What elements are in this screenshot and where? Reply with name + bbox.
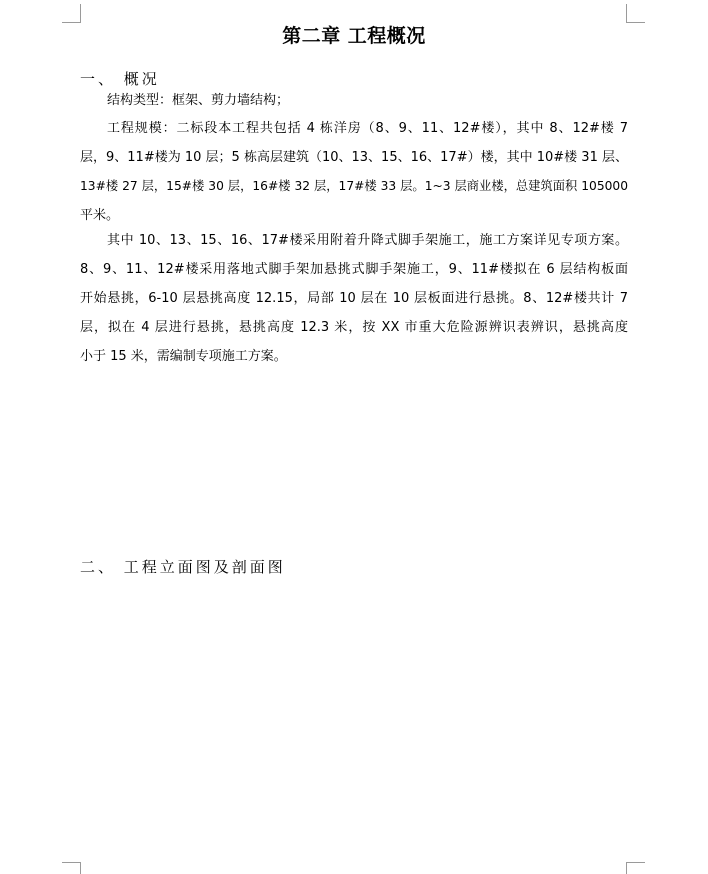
paragraph-line: 其中 10、13、15、16、17#楼采用附着升降式脚手架施工，施工方案详见专项方案。 (107, 233, 628, 248)
paragraph-line: 工程规模：二标段本工程共包括 4 栋洋房（8、9、11、12#楼），其中 8、12#楼 7 (107, 121, 628, 136)
page-corner-mark-bottom-right (626, 862, 645, 874)
paragraph-line: 平米。 (80, 208, 120, 223)
paragraph-line: 开始悬挑，6-10 层悬挑高度 12.15，局部 10 层在 10 层板面进行悬挑。8、12#楼共计 7 (80, 291, 628, 306)
paragraph-line: 8、9、11、12#楼采用落地式脚手架加悬挑式脚手架施工，9、11#楼拟在 6 层结构板面 (80, 262, 628, 277)
page-corner-mark-top-right (626, 4, 645, 23)
paragraph-line: 13#楼 27 层，15#楼 30 层，16#楼 32 层，17#楼 33 层。1~3 层商业楼，总建筑面积 105000 (80, 179, 628, 193)
page-corner-mark-top-left (62, 4, 81, 23)
paragraph-line: 层，拟在 4 层进行悬挑，悬挑高度 12.3 米，按 XX 市重大危险源辨识表辨识，悬挑高度 (80, 320, 628, 335)
paragraph-line: 层，9、11#楼为 10 层；5 栋高层建筑（10、13、15、16、17#）楼，其中 10#楼 31 层、 (80, 150, 628, 165)
paragraph-line: 小于 15 米，需编制专项施工方案。 (80, 349, 287, 364)
structure-type-paragraph (80, 86, 628, 115)
structure-type-line: 结构类型：框架、剪力墙结构； (107, 93, 290, 108)
scaffolding-paragraph (80, 226, 628, 371)
project-scale-paragraph (80, 114, 628, 230)
page-corner-mark-bottom-left (62, 862, 81, 874)
section-heading-overview: 一、 概况 (80, 70, 160, 88)
chapter-title: 第二章 工程概况 (282, 25, 426, 47)
section-heading-elevation-and-section-drawings: 二、 工程立面图及剖面图 (80, 558, 286, 576)
